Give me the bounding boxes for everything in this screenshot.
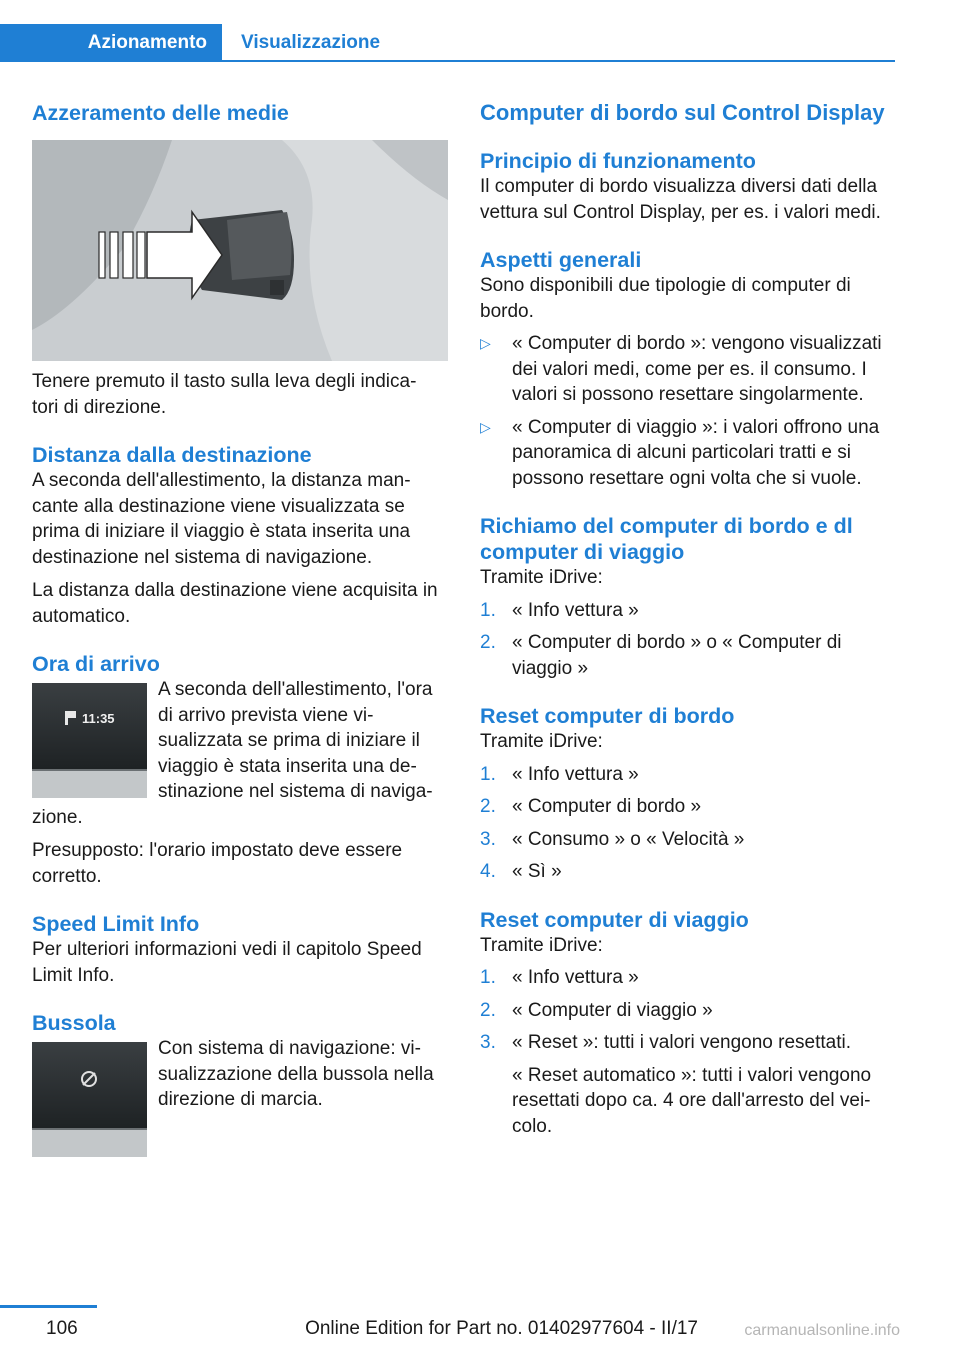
left-column (32, 100, 448, 1161)
list-item: 1. « Info vettura » (480, 763, 639, 785)
text-ora-arrivo-2: Presupposto: l'orario impostato deve essere corretto. (32, 840, 403, 887)
text-richiamo: Tramite iDrive: (480, 567, 603, 588)
list-item: 2. « Computer di viaggio » (480, 999, 713, 1021)
header-tabs (0, 24, 895, 62)
section-title-bussola: Bussola (32, 1011, 116, 1035)
tab-azionamento[interactable]: Azionamento (0, 24, 222, 62)
section-title-principio: Principio di funzionamento (480, 149, 756, 173)
arrival-time-display-image (32, 683, 147, 798)
section-title-computer-bordo: Computer di bordo sul Control Display (480, 100, 885, 125)
edition-line: Online Edition for Part no. 01402977604 - II/17 (305, 1318, 698, 1339)
text-principio: Il computer di bordo visualizza diversi dati della vettura sul Control Display, per es. i valori medi. (480, 176, 881, 223)
reset-bordo-steps (480, 762, 896, 885)
text-distanza-2: La distanza dalla destinazione viene acquisita in automatico. (32, 580, 438, 627)
text-distanza-1: A seconda dell'allestimento, la distanza man- cante alla destinazione viene visualizzata se prima di iniziare il viaggio è stata inserita una destinazione nel sistema di navigazione. (32, 470, 411, 568)
section-title-distanza: Distanza dalla destinazione (32, 443, 312, 467)
text-bussola: Con sistema di navigazione: vi- sualizzazione della bussola nella direzione di marcia. (158, 1038, 434, 1110)
text-reset-bordo: Tramite iDrive: (480, 731, 603, 752)
section-title-aspetti: Aspetti generali (480, 248, 642, 272)
watermark: carmanualsonline.info (744, 1322, 900, 1339)
arrival-time-readout: 11:35 (82, 711, 115, 726)
header-rule (0, 60, 895, 62)
richiamo-steps (480, 598, 896, 682)
text-azzeramento: Tenere premuto il tasto sulla leva degli indica- tori di direzione. (32, 371, 417, 418)
list-item: 1. « Info vettura » (480, 967, 639, 988)
section-title-ora-arrivo: Ora di arrivo (32, 652, 160, 676)
list-item: ▷ « Computer di bordo »: vengono visualizzati dei valori medi, come per es. il consumo. I valori si possono resettare singolarmente. (480, 333, 882, 405)
list-item: 2. « Computer di bordo » (480, 796, 702, 817)
list-item: 3. « Consumo » o « Velocità » (480, 828, 745, 850)
triangle-bullet-icon: ▷ (480, 335, 491, 351)
turn-signal-lever-image (32, 140, 448, 361)
list-item: 2. « Computer di bordo » o « Computer di viaggio » (480, 632, 842, 679)
compass-display-image (32, 1042, 147, 1157)
right-column (480, 100, 896, 1139)
section-title-azzeramento: Azzeramento delle medie (32, 101, 289, 125)
triangle-bullet-icon: ▷ (480, 418, 491, 435)
reset-viaggio-steps (480, 965, 896, 1056)
text-aspetti: Sono disponibili due tipologie di computer di bordo. (480, 275, 851, 322)
section-title-speed-limit: Speed Limit Info (32, 912, 200, 936)
list-item: ▷ « Computer di viaggio »: i valori offrono una panoramica di alcuni particolari tratti e si possono resettare ogni volta che si vuole. (480, 416, 880, 489)
section-title-reset-bordo: Reset computer di bordo (480, 704, 735, 728)
list-item: 1. « Info vettura » (480, 599, 639, 621)
list-item: 4. « Sì » (480, 861, 562, 882)
footer-rule (0, 1305, 97, 1308)
reset-automatico-note: « Reset automatico »: tutti i valori vengono resettati dopo ca. 4 ore dall'arresto del vei- colo. (512, 1064, 872, 1137)
aspetti-bullet-list (480, 331, 896, 491)
section-title-richiamo: Richiamo del computer di bordo e dl computer di viaggio (480, 514, 853, 564)
text-ora-arrivo-1: A seconda dell'allestimento, l'ora di arrivo prevista viene vi- sualizzata se prima di iniziare il viaggio è stata inserita una de- stinazione nel sistema di naviga- zione. (32, 679, 433, 828)
section-title-reset-viaggio: Reset computer di viaggio (480, 907, 749, 932)
list-item: 3. « Reset »: tutti i valori vengono resettati. (480, 1032, 852, 1053)
page-number: 106 (46, 1318, 78, 1339)
tab-visualizzazione[interactable]: Visualizzazione (241, 32, 381, 53)
text-speed-limit: Per ulteriori informazioni vedi il capitolo Speed Limit Info. (32, 939, 422, 986)
text-reset-viaggio: Tramite iDrive: (480, 934, 603, 956)
